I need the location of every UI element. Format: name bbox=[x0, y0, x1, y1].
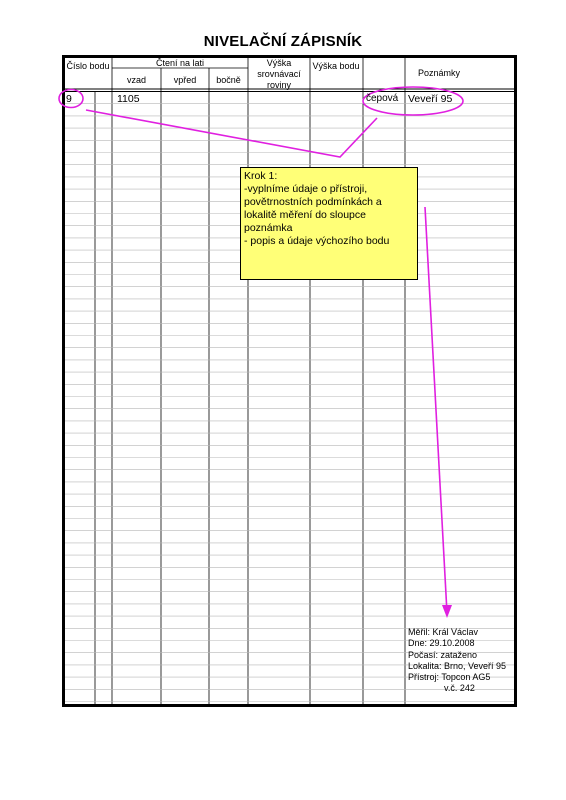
meta-dne: Dne: 29.10.2008 bbox=[408, 638, 475, 649]
note-line: - popis a údaje výchozího bodu bbox=[244, 235, 390, 247]
meta-pocasi: Počasí: zataženo bbox=[408, 649, 478, 660]
meta-pristroj: Přístroj: Topcon AG5 bbox=[408, 672, 491, 683]
pointer-line bbox=[86, 110, 377, 157]
header-cislo-bodu: Číslo bodu bbox=[66, 61, 110, 71]
note-line: lokalitě měření do sloupce bbox=[244, 209, 366, 221]
cell-znacka: čepová bbox=[366, 93, 399, 104]
note-line: poznámka bbox=[244, 222, 293, 234]
note-line: -vyplníme údaje o přístroji, bbox=[244, 183, 368, 195]
cell-poznamka: Veveří 95 bbox=[408, 93, 453, 105]
meta-vyrobni-cislo: v.č. 242 bbox=[444, 683, 475, 694]
header-vzad: vzad bbox=[126, 75, 146, 85]
header-bocne: bočně bbox=[216, 75, 241, 85]
header-vpred: vpřed bbox=[173, 75, 197, 85]
meta-lokalita: Lokalita: Brno, Veveří 95 bbox=[408, 660, 507, 671]
cell-vzad: 1105 bbox=[117, 93, 140, 105]
note-line: povětrnostních podmínkách a bbox=[244, 196, 382, 208]
measurement-metadata bbox=[408, 627, 506, 695]
arrow-line bbox=[425, 207, 447, 613]
header-poznamky: Poznámky bbox=[417, 68, 461, 78]
header-vyska-bodu: Výška bodu bbox=[312, 61, 360, 71]
instruction-note bbox=[240, 167, 418, 280]
page-title: NIVELAČNÍ ZÁPISNÍK bbox=[203, 33, 363, 50]
header-cteni-na-lati: Čtení na lati bbox=[155, 58, 205, 68]
cell-cislo-bodu: 9 bbox=[66, 93, 72, 105]
meta-meril: Měřil: Král Václav bbox=[408, 627, 479, 637]
header-vyska-srovnavaci-roviny: Výška srovnávací roviny bbox=[257, 58, 301, 90]
annotation-marks bbox=[59, 87, 463, 613]
note-line: Krok 1: bbox=[244, 170, 278, 182]
